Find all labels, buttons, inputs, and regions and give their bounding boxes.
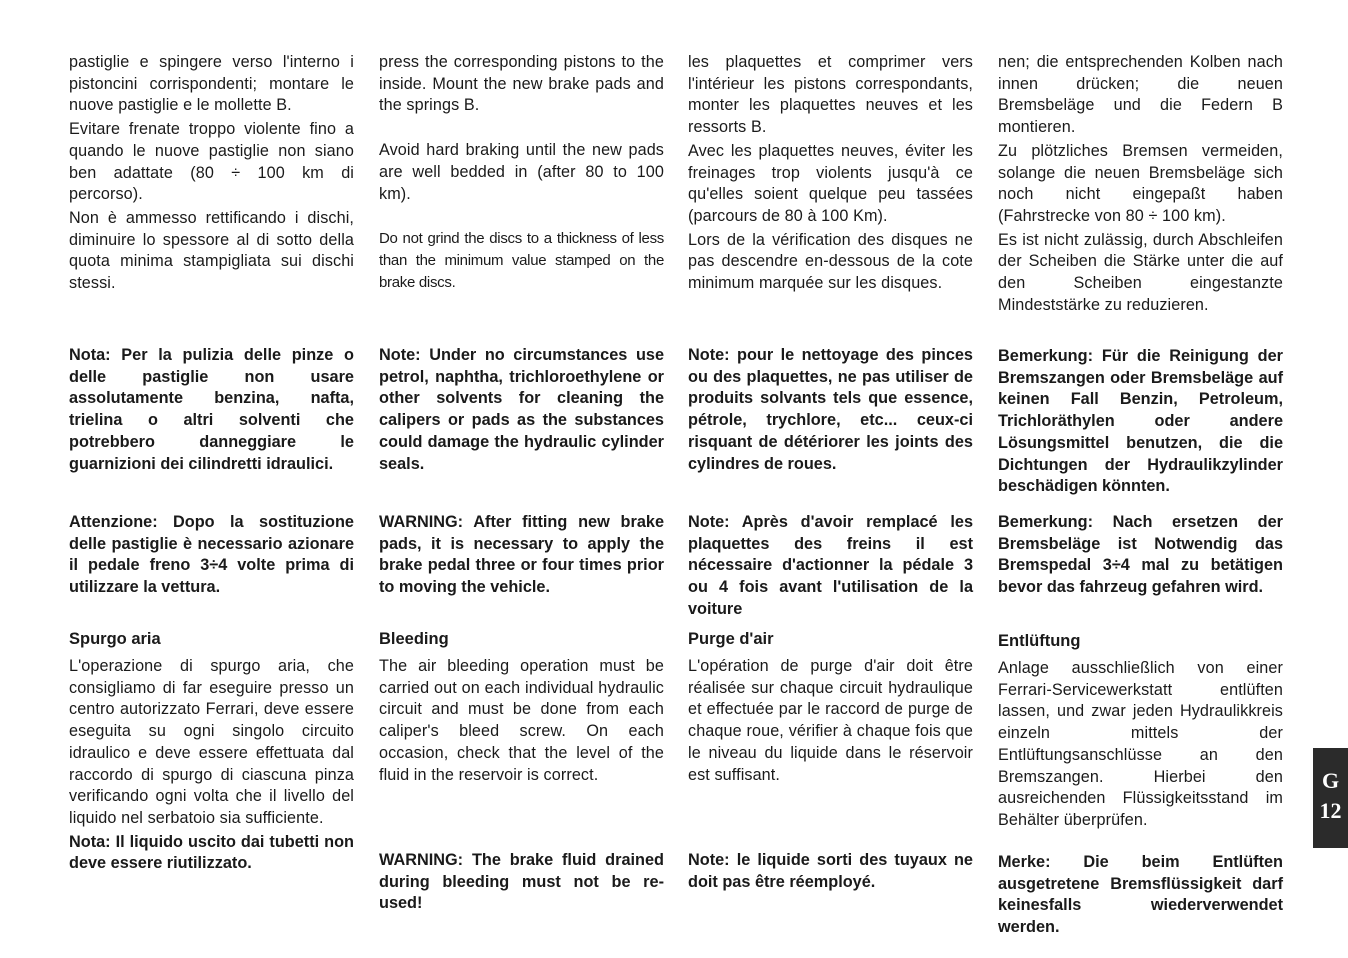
section-tab-letter: G <box>1321 768 1340 793</box>
warning-brake-pedal: Attenzione: Dopo la sostituzione delle pastiglie è necessario azionare il pedale freno 3÷4 volte prima di utilizzare la vettura. <box>69 513 354 597</box>
paragraph-pads-mount: les plaquettes et comprimer vers l'intérieur les pistons correspondants, monter les plaquettes neuves et les ressorts B. <box>688 53 973 137</box>
paragraph-disc-grinding: Es ist nicht zulässig, durch Abschleifen der Scheiben die Stärke unter die auf den Scheiben eingestanzte Mindeststärke zu reduzieren. <box>998 230 1283 314</box>
note-fluid-reuse: Merke: Die beim Entlüften ausgetretene Bremsflüssigkeit darf keinesfalls wiederverwendet werden. <box>998 853 1283 937</box>
paragraph-bleeding: Anlage ausschließlich von einer Ferrari-Servicewerkstatt entlüften lassen, und zwar jeden Hydraulikkreis einzeln mittels der Entlüftungsanschlüsse an den Bremszangen. Hierbei den ausreichenden Flüssigkeitsstand im Behälter überprüfen. <box>998 659 1283 829</box>
paragraph-bleeding: The air bleeding operation must be carried out on each individual hydraulic circuit and must be done from each caliper's bleed screw. On each occasion, check that the level of the fluid in the reservoir is correct. <box>379 657 664 784</box>
paragraph-avoid-braking: Avoid hard braking until the new pads are well bedded in (after 80 to 100 km). <box>379 141 664 203</box>
paragraph-disc-grinding: Lors de la vérification des disques ne pas descendre en-dessous de la cote minimum marquée sur les disques. <box>688 230 973 293</box>
paragraph-pads-mount: nen; die entsprechenden Kolben nach innen drücken; die neuen Bremsbeläge und die Federn B montieren. <box>998 53 1283 137</box>
note-solvents: Bemerkung: Für die Reinigung der Bremszangen oder Bremsbeläge auf keinen Fall Benzin, Petroleum, Trichloräthylen oder andere Lösungsmittel benutzen, die die Dichtungen der Hydraulikzylinder beschädigen könnten. <box>998 347 1283 496</box>
note-brake-pedal: Bemerkung: Nach ersetzen der Bremsbeläge ist Notwendig das Bremspedal 3÷4 mal zu betätigen bevor das fahrzeug gefahren wird. <box>998 513 1283 597</box>
note-solvents: Note: pour le nettoyage des pinces ou des plaquettes, ne pas utiliser de produits solvants tels que essence, pétrole, trychlore, etc... ceux-ci risquant de détériorer les joints des cylindres de roues. <box>688 346 973 473</box>
note-brake-pedal: Note: Après d'avoir remplacé les plaquettes des freins il est nécessaire d'actionner la pédale 3 ou 4 fois avant l'utilisation de la voiture <box>688 513 973 618</box>
paragraph-avoid-braking: Avec les plaquettes neuves, éviter les freinages trop violents jusqu'à ce qu'elles soient quelque peu tassées (parcours de 80 à 100 Km). <box>688 141 973 225</box>
text-block-intro <box>69 52 354 297</box>
section-bleeding <box>379 628 664 788</box>
section-heading: Purge d'air <box>688 630 774 648</box>
paragraph-pads-mount: pastiglie e spingere verso l'interno i pistoncini corrispondenti; montare le nuove pastiglie e le mollette B. <box>69 53 354 115</box>
paragraph-disc-grinding: Do not grind the discs to a thickness of less than the minimum value stamped on the brake discs. <box>379 230 664 291</box>
section-bleeding <box>69 628 354 875</box>
paragraph-avoid-braking: Evitare frenate troppo violente fino a quando le nuove pastiglie non siano ben adattate (80 ÷ 100 km di percorso). <box>69 120 354 204</box>
paragraph-disc-grinding: Non è ammesso rettificando i dischi, diminuire lo spessore al di sotto della quota minima stampigliata sui dischi stessi. <box>69 208 354 293</box>
paragraph-pads-mount: press the corresponding pistons to the inside. Mount the new brake pads and the springs B. <box>379 53 664 115</box>
note-solvents: Note: Under no circumstances use petrol, naphtha, trichloroethylene or other solvents for cleaning the calipers or pads as the substances could damage the hydraulic cylinder seals. <box>379 346 664 473</box>
text-block-intro <box>379 52 664 295</box>
section-bleeding <box>688 628 973 788</box>
warning-brake-pedal: WARNING: After fitting new brake pads, it is necessary to apply the brake pedal three or four times prior to moving the vehicle. <box>379 513 664 597</box>
paragraph-bleeding: L'operazione di spurgo aria, che consigliamo di far eseguire presso un centro autorizzato Ferrari, deve essere eseguita su ogni singolo circuito idraulico e deve essere effettuata dal raccordo di spurgo di ciascuna pinza verificando ogni volta che il livello del liquido nel serbatoio sia sufficiente. <box>69 657 354 827</box>
warning-fluid-reuse: WARNING: The brake fluid drained during bleeding must not be re-used! <box>379 851 664 913</box>
text-block-intro <box>998 52 1283 318</box>
section-heading: Bleeding <box>379 630 449 648</box>
note-fluid-reuse: Note: le liquide sorti des tuyaux ne doit pas être réemployé. <box>688 851 973 891</box>
section-heading: Spurgo aria <box>69 630 161 648</box>
text-block-intro <box>688 52 973 297</box>
paragraph-avoid-braking: Zu plötzliches Bremsen vermeiden, solange die neuen Bremsbeläge sich noch nicht eingepaßt haben (Fahrstrecke von 80 ÷ 100 km). <box>998 141 1283 225</box>
section-bleeding <box>998 630 1283 834</box>
section-tab-number: 12 <box>1319 798 1342 823</box>
section-tab <box>1313 748 1348 848</box>
note-fluid-reuse: Nota: Il liquido uscito dai tubetti non deve essere riutilizzato. <box>69 832 354 873</box>
note-solvents: Nota: Per la pulizia delle pinze o delle pastiglie non usare assolutamente benzina, nafta, trielina o altri solventi che potrebbero danneggiare le guarnizioni dei cilindretti idraulici. <box>69 346 354 473</box>
section-heading: Entlüftung <box>998 632 1081 650</box>
paragraph-bleeding: L'opération de purge d'air doit être réalisée sur chaque circuit hydraulique et effectuée par le raccord de purge de chaque roue, vérifier à chaque fois que le niveau du liquide dans le réservoir est suffisant. <box>688 657 973 784</box>
